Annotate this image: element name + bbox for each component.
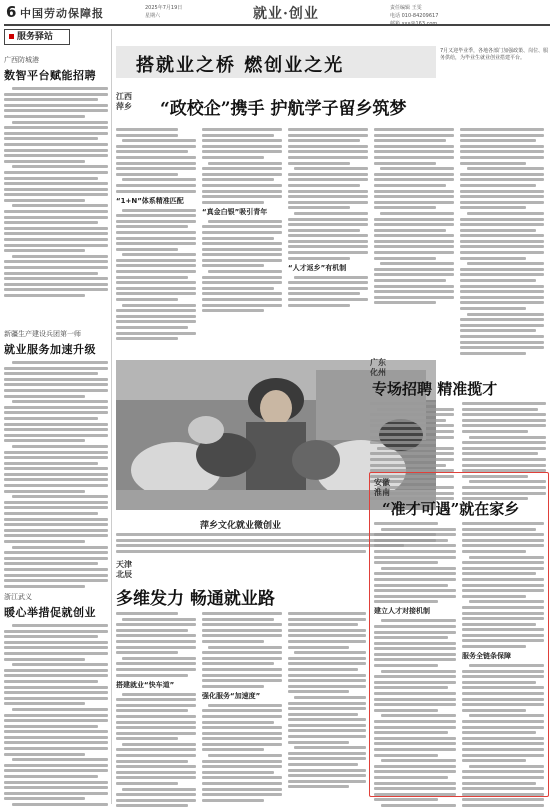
lead-subhead: “真金白银”吸引青年 [202, 207, 268, 216]
phone-line: 电话 010-84209617 [390, 13, 439, 19]
tianjin-title: 多维发力 畅通就业路 [116, 589, 275, 609]
tianjin-subhead: 强化服务“加速度” [202, 691, 261, 700]
article-kicker: 新疆生产建设兵团第一师 [4, 330, 81, 338]
banner-title: 搭就业之桥 燃创业之光 [136, 55, 345, 76]
article-wuyi [4, 592, 108, 808]
article-body [4, 624, 108, 808]
article-bingtuan [4, 329, 108, 590]
article-body [4, 361, 108, 588]
tianjin-region [116, 560, 132, 580]
editor-line: 责任编辑 王雯 [390, 5, 422, 11]
article-title: 暖心举措促就创业 [4, 606, 96, 619]
page-number: 6 [6, 3, 17, 21]
anhui-region [374, 478, 390, 498]
anhui-subhead: 建立人才对接机制 [374, 607, 430, 616]
region-city: 淮南 [374, 488, 390, 497]
article-body [4, 87, 108, 297]
banner-blurb: 7月又迎毕业季，各地各部门加强政策、岗位、服务供给，为毕业生就业创业搭建平台。 [440, 48, 549, 61]
article-kicker: 浙江武义 [4, 593, 32, 601]
section-title: 就业·创业 [253, 6, 319, 22]
article-title: 数智平台赋能招聘 [4, 69, 96, 82]
region-city: 萍乡 [116, 102, 132, 111]
lead-region [116, 92, 132, 112]
left-column [4, 29, 112, 804]
lead-col-4 [374, 128, 454, 307]
article-fangchenggang [4, 55, 108, 300]
lead-title: “政校企”携手 护航学子留乡筑梦 [160, 99, 407, 119]
photo-caption: 萍乡文化就业微创业 [200, 521, 282, 531]
anhui-title: “准才可遇”就在家乡 [382, 500, 520, 518]
lead-col-2 [202, 128, 282, 315]
article-title: 就业服务加速升级 [4, 343, 96, 356]
section-banner [116, 46, 436, 78]
masthead: 中国劳动保障报 [20, 7, 104, 20]
anhui-subhead: 服务全链条保障 [462, 652, 511, 661]
region-city: 化州 [370, 368, 386, 377]
lead-subhead: “人才返乡”有机制 [288, 263, 347, 272]
region-district: 北辰 [116, 570, 132, 579]
region-province: 广东 [370, 358, 386, 367]
date-line: 2025年7月19日 [145, 5, 183, 11]
lead-col-3 [288, 128, 368, 309]
tianjin-subhead: 搭建就业“快车道” [116, 680, 175, 689]
lead-col-1 [116, 128, 196, 343]
weekday-line: 星期六 [145, 13, 161, 19]
lead-subhead: “1+N”体系精准匹配 [116, 196, 184, 205]
guangdong-title: 专场招聘 精准揽才 [372, 380, 498, 398]
lead-col-5 [460, 128, 544, 357]
header-rule [4, 24, 550, 26]
region-province: 安徽 [374, 478, 390, 487]
region-province: 江西 [116, 92, 132, 101]
article-kicker: 广西防城港 [4, 56, 39, 64]
region-city: 天津 [116, 560, 132, 569]
date-block [145, 4, 182, 20]
service-tag: 服务驿站 [4, 29, 70, 45]
guangdong-region [370, 358, 386, 378]
